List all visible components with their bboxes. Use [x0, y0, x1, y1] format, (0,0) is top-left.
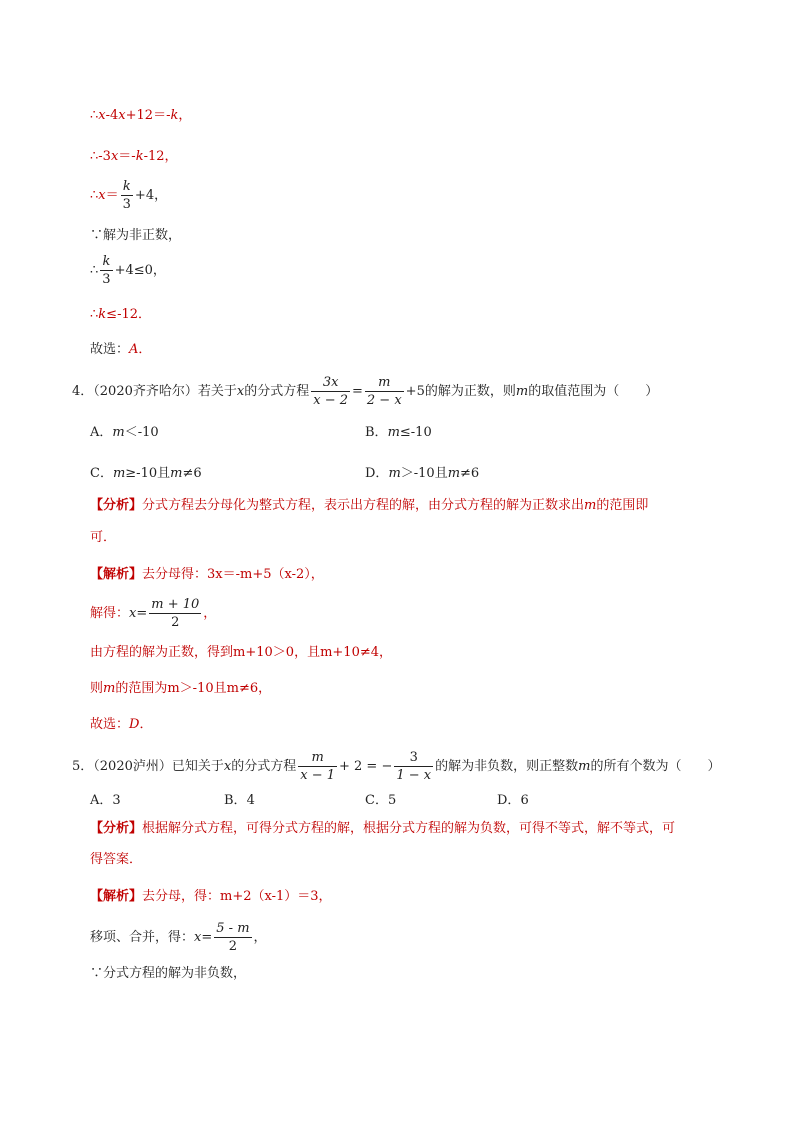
prev-line-3: ∴x＝ $\frac{k}{3}$ +4，: [90, 179, 168, 212]
prev-line-4: ∵解为非正数，: [90, 228, 182, 243]
q4-stem: 4．（2020齐齐哈尔）若关于x的分式方程 $\frac{3x}{x - 2}$ = $\frac{m}{2 - x}$ +5的解为正数，则m的取值范围为（ ）: [72, 375, 659, 408]
q4-solution-4: 则m的范围为m＞-10且m≠6，: [90, 681, 272, 696]
q5-solution-2: 移项、合并，得：x= $\frac{5 - m}{2}$ ，: [90, 921, 267, 954]
q4-solution-3: 由方程的解为正数，得到m+10＞0，且m+10≠4，: [90, 645, 393, 660]
q4-option-d: D．m＞-10且m≠6: [365, 466, 480, 481]
prev-line-2: ∴-3x＝-k-12，: [90, 149, 178, 164]
prev-line-5: ∴ $\frac{k}{3}$ +4≤0，: [90, 254, 166, 287]
q5-option-b: B．4: [224, 793, 255, 808]
prev-line-6: ∴k≤-12．: [90, 307, 151, 322]
q5-option-d: D．6: [497, 793, 529, 808]
q5-option-a: A．3: [90, 793, 121, 808]
q5-solution-1: 【解析】去分母，得：m+2（x-1）＝3，: [90, 889, 332, 904]
q4-option-a: A．m＜-10: [90, 425, 159, 440]
q4-solution-1: 【解析】去分母得：3x＝-m+5（x-2），: [90, 567, 324, 582]
q5-analysis: 【分析】根据解分式方程，可得分式方程的解，根据分式方程的解为负数，可得不等式，解不等式，可: [90, 821, 676, 836]
prev-line-1: ∴x-4x+12＝-k，: [90, 108, 192, 123]
q5-solution-3: ∵分式方程的解为非负数，: [90, 966, 247, 981]
q4-solution-2: 解得：x= $\frac{m + 10}{2}$ ，: [90, 597, 217, 630]
q4-analysis: 【分析】分式方程去分母化为整式方程，表示出方程的解，由分式方程的解为正数求出m的范围即: [90, 498, 649, 513]
q4-option-b: B．m≤-10: [365, 425, 432, 440]
q4-option-c: C．m≥-10且m≠6: [90, 466, 202, 481]
q4-solution-5: 故选：D．: [90, 717, 153, 732]
prev-line-7: 故选：A．: [90, 342, 152, 357]
q5-option-c: C．5: [365, 793, 397, 808]
q4-analysis-cont: 可．: [90, 530, 117, 545]
q5-stem: 5．（2020泸州）已知关于x的分式方程 $\frac{m}{x - 1}$ + 2 = − $\frac{3}{1 - x}$ 的解为非负数，则正整数m的所有个数为（ ）: [72, 750, 721, 783]
q5-analysis-cont: 得答案．: [90, 852, 143, 867]
